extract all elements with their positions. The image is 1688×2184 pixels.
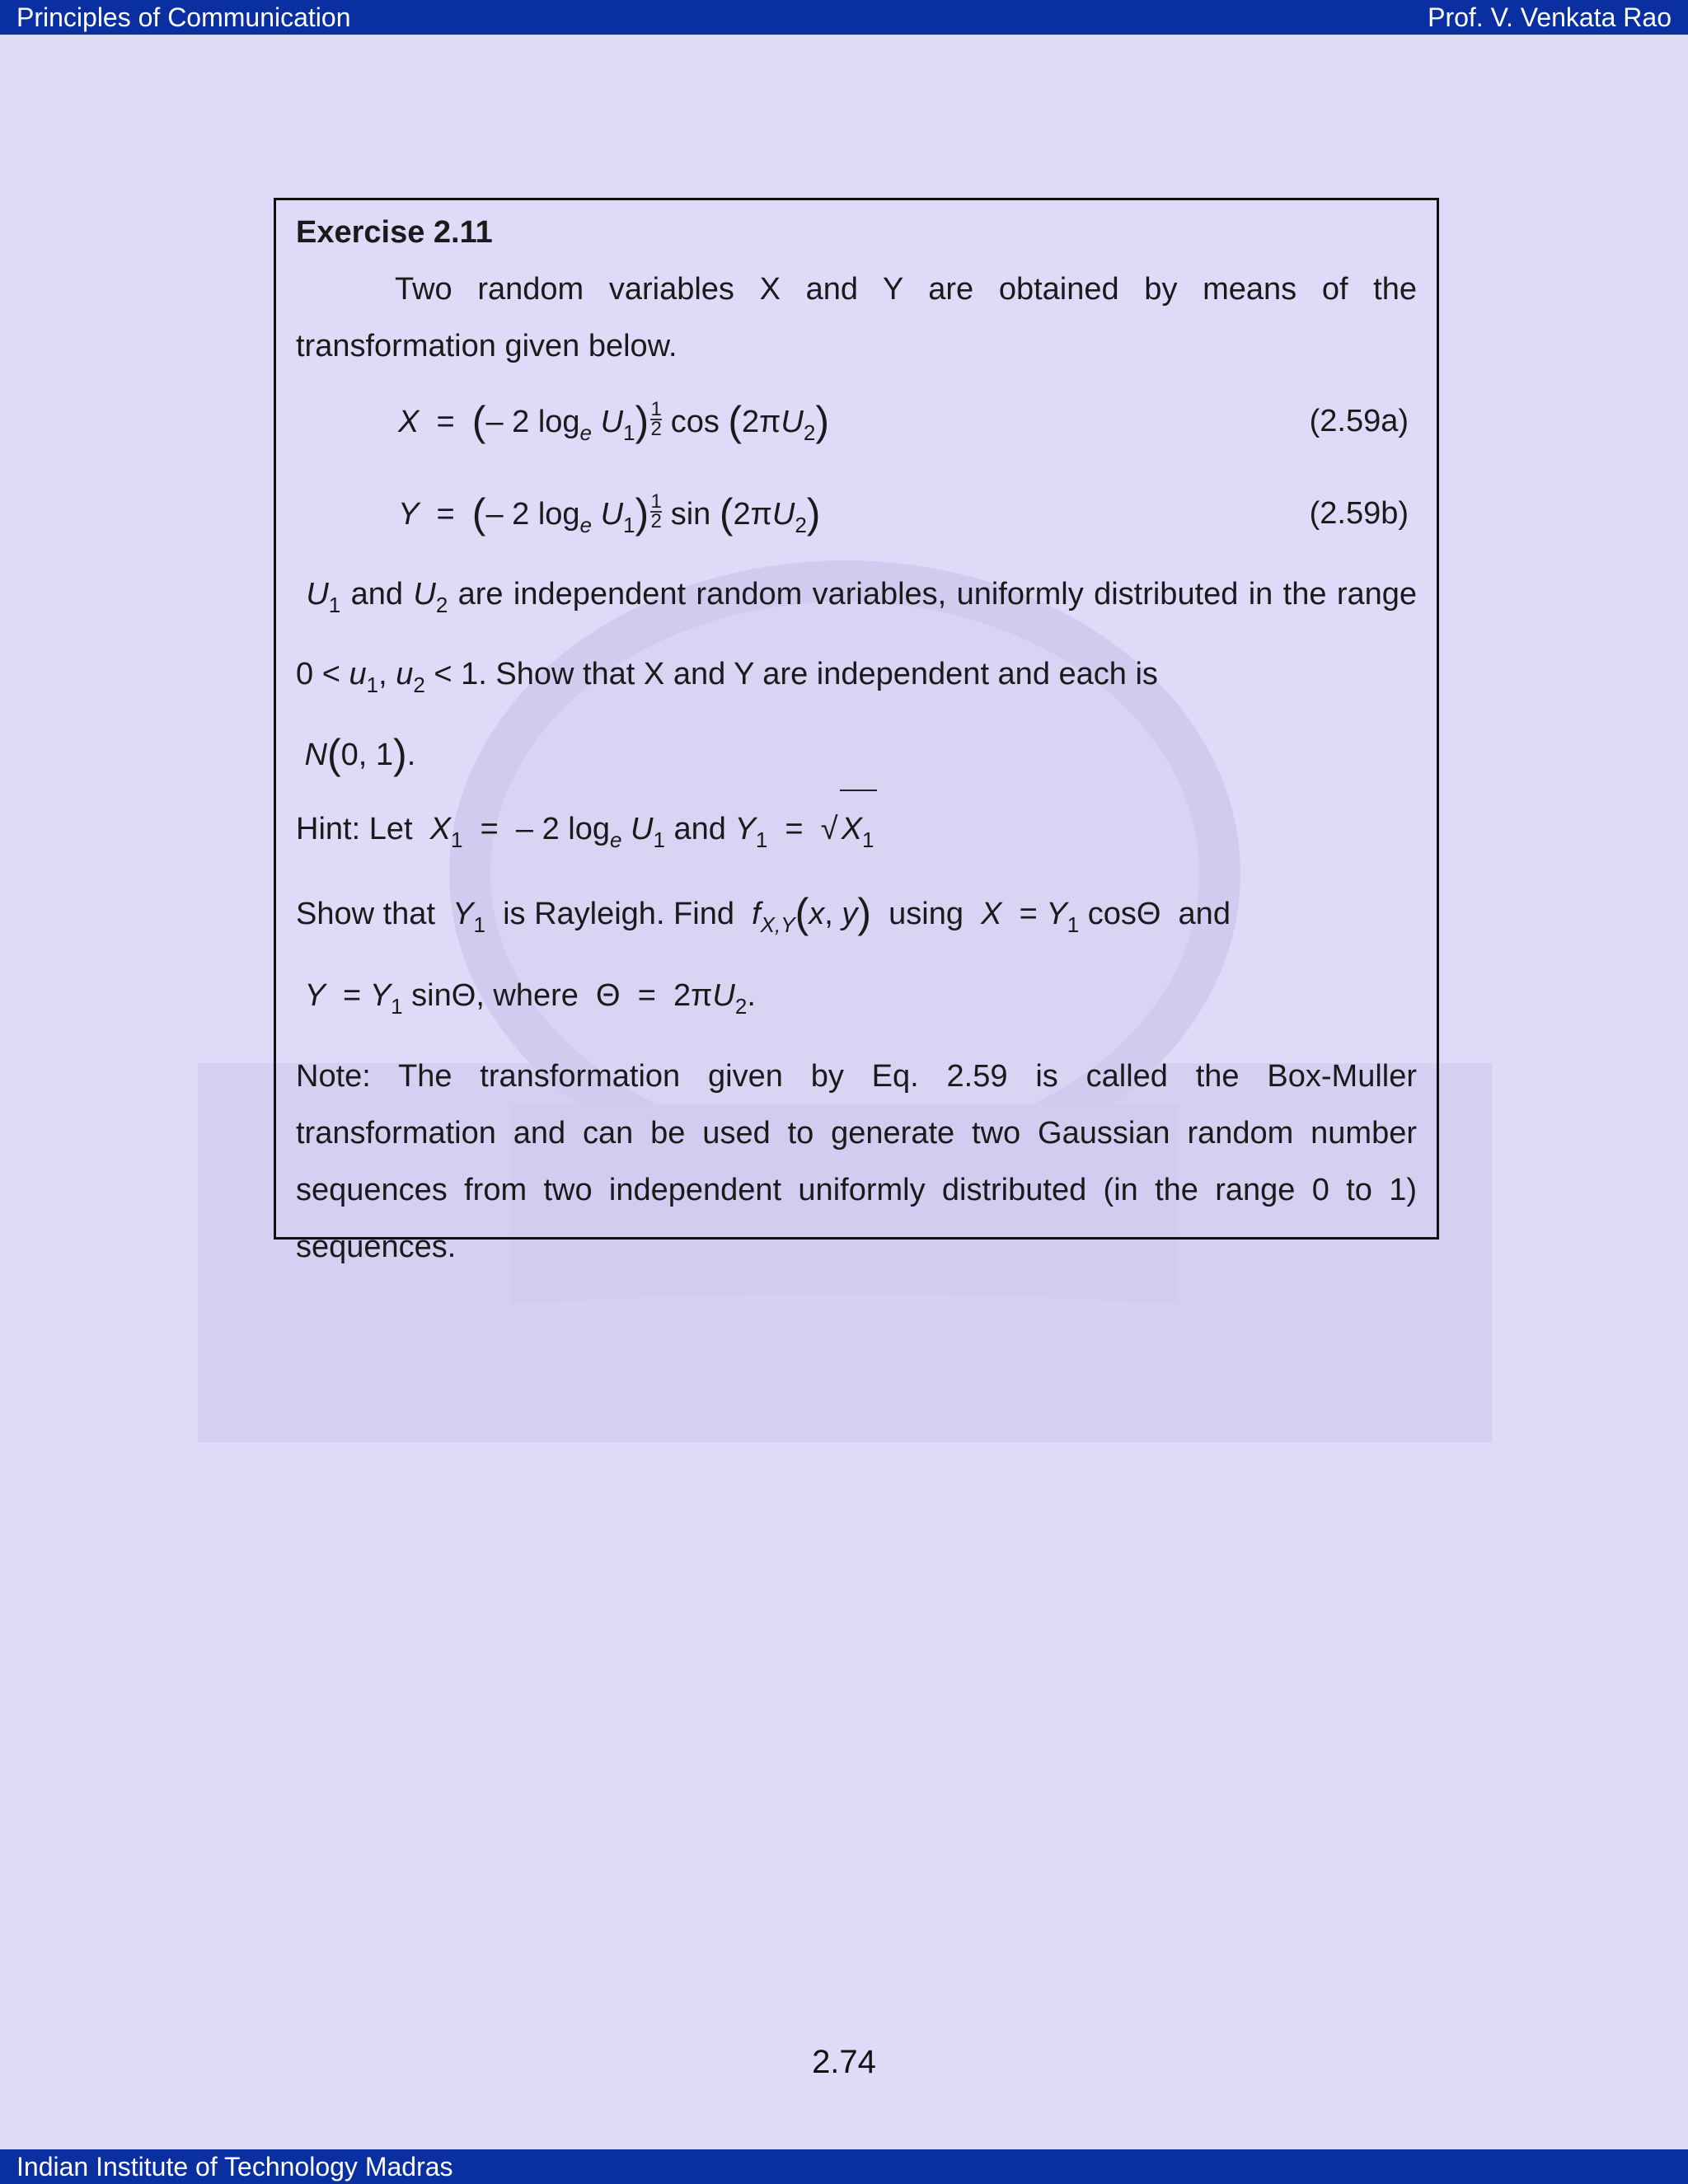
equation-number-a: (2.59a) bbox=[1309, 403, 1409, 438]
exercise-title: Exercise 2.11 bbox=[296, 215, 493, 250]
equation-number-b: (2.59b) bbox=[1309, 495, 1409, 531]
page-number: 2.74 bbox=[812, 2044, 876, 2080]
exercise-conditions: $U_1$ and $U_2$ are independent random variables, uniformly distributed in the range $0 < u_1$, $u_2 < 1$. Show that X and Y are independent and each is N(0, 1). bbox=[296, 577, 1418, 777]
exercise-intro: Two random variables X and Y are obtained by means of the transformation given below. bbox=[296, 272, 1417, 363]
equation-2-59b: Y = (– 2 $\log_e U_1$) $\frac{1}{2}$ $\sin (2\pi U_2)$ (2.59b) bbox=[398, 490, 1409, 537]
exercise-box bbox=[274, 198, 1439, 1264]
footer-institute: Indian Institute of Technology Madras bbox=[16, 2151, 453, 2182]
header-bar bbox=[0, 0, 1688, 35]
exercise-show-that: Show that $Y_1$ is Rayleigh. Find $f_{X,Y}(x$, y) using $X = Y_1$ cosΘ and $Y = Y_1$ sinΘ, where $\Theta = 2\pi U_2$. bbox=[296, 890, 1231, 1019]
footer-bar bbox=[0, 2149, 1688, 2184]
exercise-hint: Hint: Let $X_1$ = – 2 $\log_e U_1$ and $Y_1$ = √ $X_1$ bbox=[296, 790, 1417, 878]
header-course-title: Principles of Communication bbox=[16, 2, 351, 32]
header-author: Prof. V. Venkata Rao bbox=[1428, 2, 1672, 32]
equation-2-59a: X = (– 2 $\log_e U_1$) $\frac{1}{2}$ $\cos (2\pi U_2)$ (2.59a) bbox=[398, 397, 1409, 445]
exercise-note: Note: The transformation given by Eq. 2.59 is called the Box-Muller transformation and can be used to generate two Gaussian random number sequences from two independent uniformly distributed (in the range 0 to 1) sequences. bbox=[296, 1059, 1417, 1264]
